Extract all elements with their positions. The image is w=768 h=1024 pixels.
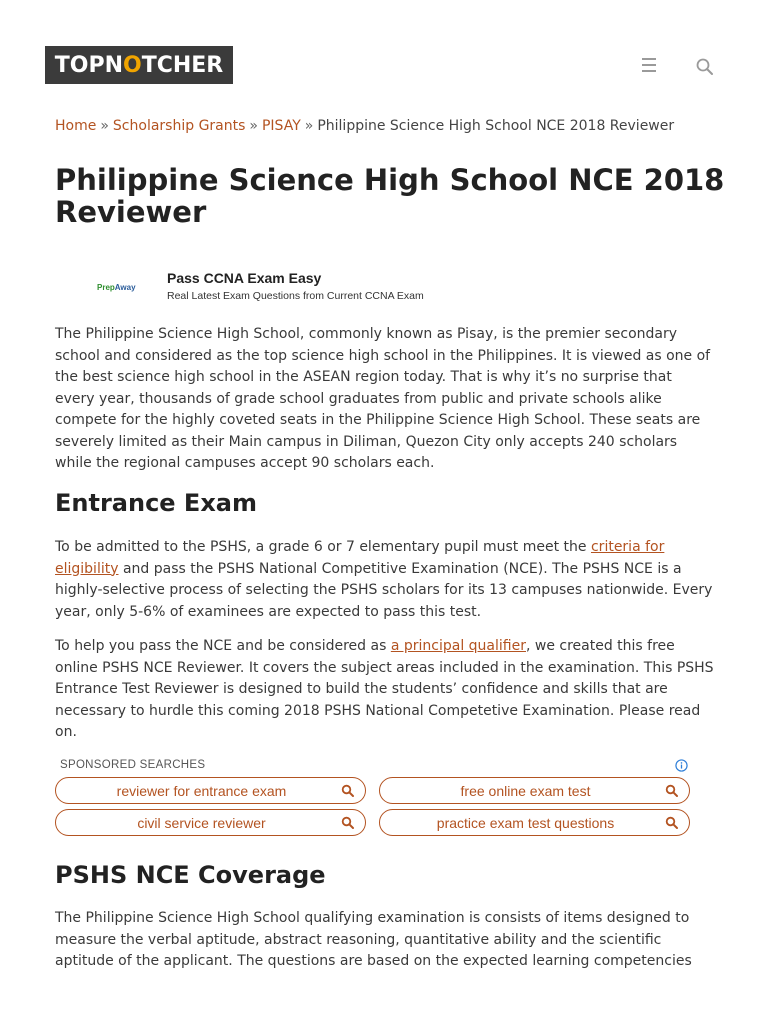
hamburger-menu-icon[interactable]	[642, 58, 660, 74]
sponsored-search-button[interactable]	[55, 777, 366, 804]
breadcrumb-separator: »	[249, 118, 258, 134]
text-segment: To help you pass the NCE and be considered as	[55, 638, 391, 654]
sponsored-search-label: civil service reviewer	[137, 814, 266, 831]
breadcrumb-scholarship-grants[interactable]: Scholarship Grants	[112, 118, 246, 134]
magnifier-icon	[655, 784, 689, 798]
intro-paragraph: The Philippine Science High School, commonly known as Pisay, is the premier secondary school and considered as the top science high school in the Philippines. It is viewed as one of the best science high school in the ASEAN region today. That is why it’s no surprise that every year, thousands of grade school graduates from public and private schools alike compete for the highly coveted seats in the Philippine Science High School. These seats are severely limited as their Main campus in Diliman, Quezon City only accepts 240 scholars while the regional campuses accept 90 scholars each.	[55, 326, 711, 471]
ad-brand-b: Away	[114, 283, 136, 292]
sponsored-search-label: free online exam test	[460, 782, 591, 799]
breadcrumb-pisay[interactable]: PISAY	[261, 118, 301, 134]
text-segment: To be admitted to the PSHS, a grade 6 or 7 elementary pupil must meet the	[55, 539, 591, 555]
ad-brand-logo	[97, 283, 136, 292]
page-title: Philippine Science High School NCE 2018 Reviewer	[55, 163, 725, 229]
logo-text-right: TCHER	[141, 52, 224, 78]
site-logo[interactable]	[45, 46, 233, 84]
section-heading-entrance-exam: Entrance Exam	[55, 489, 258, 517]
search-icon[interactable]	[695, 57, 715, 77]
magnifier-icon	[331, 816, 365, 830]
ad-title[interactable]: Pass CCNA Exam Easy	[167, 270, 322, 286]
entrance-exam-paragraph-2	[55, 636, 715, 744]
sponsored-searches-label: SPONSORED SEARCHES	[60, 759, 206, 771]
section-heading-pshs-nce-coverage: PSHS NCE Coverage	[55, 861, 326, 889]
criteria-for-eligibility-link[interactable]: criteria for eligibility	[55, 539, 665, 577]
text-segment: , we created this free online PSHS NCE Reviewer. It covers the subject areas included in the examination. This PSHS Entrance Test Reviewer is designed to build the students’ confidence and skills that are necessary to hurdle this coming 2018 PSHS National Competetive Examination. Please read on.	[55, 638, 714, 740]
breadcrumb-current: Philippine Science High School NCE 2018 Reviewer	[317, 118, 675, 134]
info-icon[interactable]	[675, 759, 688, 772]
breadcrumb-home[interactable]: Home	[55, 118, 97, 134]
sponsored-search-button[interactable]	[379, 809, 690, 836]
breadcrumb-separator: »	[304, 118, 314, 134]
sponsored-search-label: reviewer for entrance exam	[116, 782, 287, 799]
logo-text-accent: O	[123, 52, 142, 78]
sponsored-ad[interactable]	[55, 266, 435, 310]
sponsored-search-label: practice exam test questions	[436, 814, 615, 831]
coverage-paragraph: The Philippine Science High School qualifying examination is consists of items designed to measure the verbal aptitude, abstract reasoning, quantitative ability and the scientific aptitude of the applicant. The questions are based on the expected learning competencies	[55, 910, 692, 969]
magnifier-icon	[655, 816, 689, 830]
sponsored-search-button[interactable]	[55, 809, 366, 836]
magnifier-icon	[331, 784, 365, 798]
ad-description: Real Latest Exam Questions from Current CCNA Exam	[167, 290, 424, 302]
breadcrumb-separator: »	[100, 118, 109, 134]
sponsored-search-button[interactable]	[379, 777, 690, 804]
ad-brand-a: Prep	[97, 283, 115, 292]
entrance-exam-paragraph-1	[55, 537, 715, 623]
logo-text-left: TOPN	[54, 52, 123, 78]
principal-qualifier-link[interactable]: a principal qualifier	[390, 638, 526, 654]
breadcrumb	[55, 116, 755, 136]
text-segment: and pass the PSHS National Competitive Examination (NCE). The PSHS NCE is a highly-selective process of selecting the PSHS scholars for its 13 campuses nationwide. Every year, only 5-6% of examinees are expected to pass this test.	[55, 560, 713, 620]
site-header	[0, 0, 768, 110]
